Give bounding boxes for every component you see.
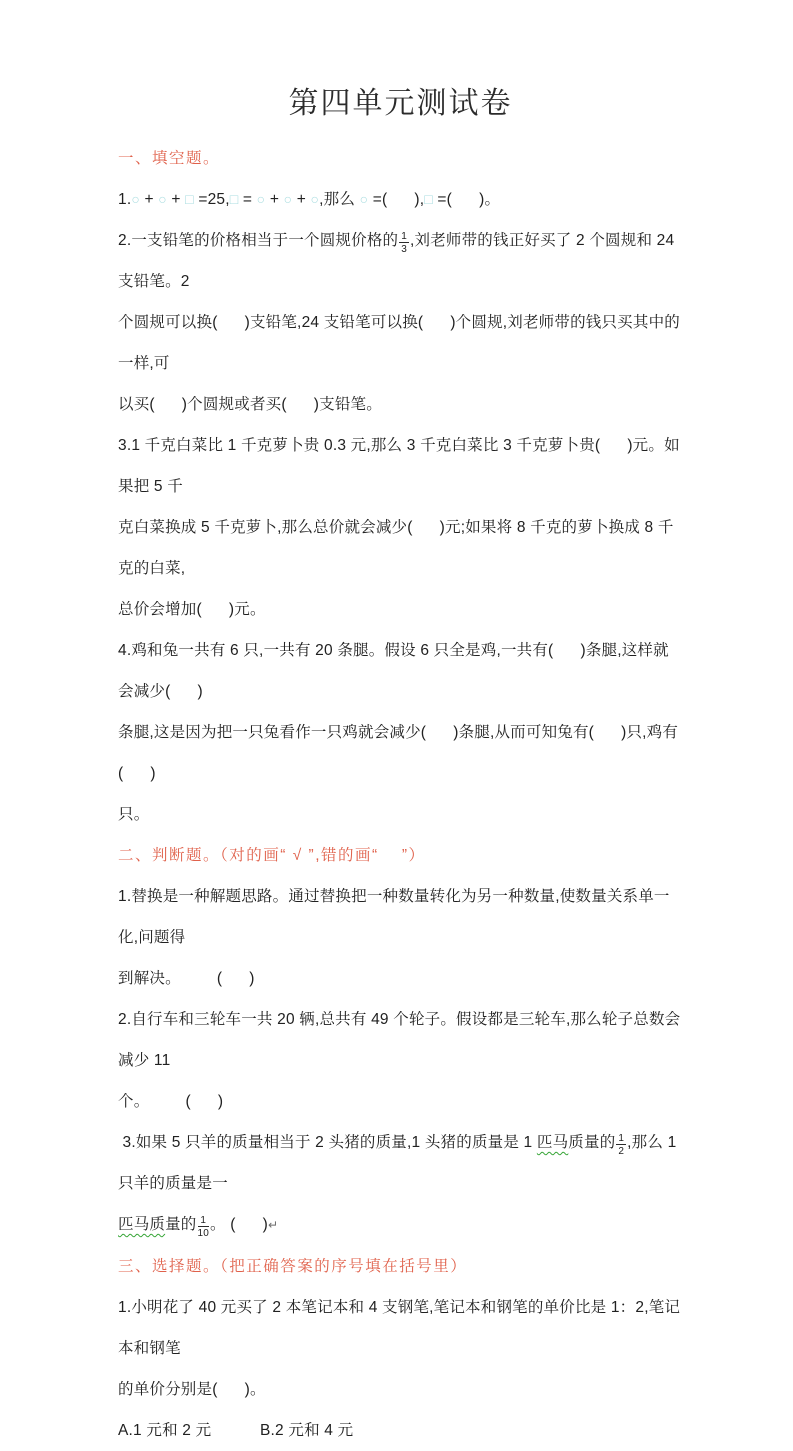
section-judge-header: 二、判断题。（对的画“ √ ”,错的画“ ”）: [118, 847, 426, 864]
fraction-one-half: [616, 1133, 626, 1157]
judge-q1-line1: 1.替换是一种解题思路。通过替换把一种数量转化为另一种数量,使数量关系单一化,问题得: [118, 888, 670, 946]
fill-q1-text: 1.: [118, 191, 132, 208]
fill-q2-line3: 以买( )个圆规或者买( )支铅笔。: [118, 396, 382, 413]
fill-q2-line1: [118, 220, 683, 302]
judge-q3-text: 量的: [165, 1216, 197, 1233]
fill-q2-line2: 个圆规可以换( )支铅笔,24 支铅笔可以换( )个圆规,刘老师带的钱只买其中的一样,可: [118, 314, 680, 372]
fill-q1-text: =25,: [193, 191, 230, 208]
judge-q3-text: 质量的: [568, 1134, 616, 1151]
section-fill-header: 一、填空题。: [118, 150, 221, 167]
fill-q3-line2: 克白菜换成 5 千克萝卜,那么总价就会减少( )元;如果将 8 千克的萝卜换成 8 千克的白菜,: [118, 519, 674, 577]
square-symbol: □: [185, 191, 194, 207]
fraction-one-tenth: [198, 1215, 210, 1239]
page-title: 第四单元测试卷: [288, 86, 513, 121]
judge-q3-line1: [118, 1122, 683, 1204]
judge-q3-text: ,那么 1 只羊的质量是一: [118, 1134, 681, 1192]
fill-q4-line2: 条腿,这是因为把一只兔看作一只鸡就会减少( )条腿,从而可知兔有( )只,鸡有( ): [118, 724, 679, 782]
judge-q3-text: 3.如果 5 只羊的质量相当于 2 头猪的质量,1 头猪的质量是 1: [118, 1134, 537, 1151]
judge-q3-text: 。 ( ): [210, 1216, 269, 1233]
judge-q3-line2: [118, 1204, 683, 1246]
section-choice-header: 三、选择题。（把正确答案的序号填在括号里）: [118, 1258, 468, 1275]
fill-q2-text: ,刘老师带的钱正好买了 2 个圆规和 24 支铅笔。2: [118, 232, 679, 290]
fill-q3-line3: 总价会增加( )元。: [118, 601, 266, 618]
fill-q4-line3: 只。: [118, 806, 150, 823]
fraction-denominator: 3: [401, 244, 407, 255]
circle-symbol: ○: [283, 191, 293, 207]
spellcheck-wavy-text: 匹马: [536, 1134, 569, 1151]
circle-symbol: ○: [256, 191, 266, 207]
fill-q1-text: ,那么: [319, 191, 360, 208]
fill-q1-text: +: [139, 191, 159, 208]
circle-symbol: ○: [158, 191, 167, 207]
spellcheck-wavy-text: 匹马质: [118, 1216, 166, 1233]
paragraph-return-mark: ↵: [268, 1218, 279, 1232]
fill-q1-text: +: [292, 191, 311, 208]
fill-q1-text: +: [265, 191, 284, 208]
fill-q4-line1: 4.鸡和兔一共有 6 只,一共有 20 条腿。假设 6 只全是鸡,一共有( )条腿,这样就会减少( ): [118, 642, 669, 700]
fill-q1-text: +: [166, 191, 186, 208]
fill-q1-text: =( ),: [368, 191, 425, 208]
choice-q1-options: [118, 1410, 683, 1451]
judge-q2-line1: 2.自行车和三轮车一共 20 辆,总共有 49 个轮子。假设都是三轮车,那么轮子总数会减少 11: [118, 1011, 681, 1069]
fill-q2-text: 2.一支铅笔的价格相当于一个圆规价格的: [118, 232, 399, 249]
fraction-numerator: 1: [618, 1133, 625, 1144]
judge-q2-line2: 个。 ( ): [118, 1093, 224, 1110]
fill-q1-text: =( )。: [432, 191, 501, 208]
fill-q3-line1: 3.1 千克白菜比 1 千克萝卜贵 0.3 元,那么 3 千克白菜比 3 千克萝卜贵( )元。如果把 5 千: [118, 437, 680, 495]
fraction-denominator: 10: [197, 1228, 210, 1239]
fraction-denominator: 2: [618, 1146, 625, 1157]
fraction-numerator: 1: [198, 1215, 210, 1227]
option-a: A.1 元和 2 元: [118, 1422, 212, 1439]
judge-q1-line2: 到解决。 ( ): [118, 970, 255, 987]
option-b: B.2 元和 4 元: [260, 1422, 354, 1439]
square-symbol: □: [424, 191, 433, 207]
circle-symbol: ○: [359, 191, 369, 207]
fraction-one-third: [399, 231, 409, 255]
choice-q1-line1: 1.小明花了 40 元买了 2 本笔记本和 4 支钢笔,笔记本和钢笔的单价比是 1：2,笔记本和钢笔: [118, 1299, 681, 1357]
circle-symbol: ○: [131, 191, 140, 207]
fraction-numerator: 1: [401, 231, 407, 242]
circle-symbol: ○: [310, 191, 320, 207]
fill-q1: [118, 179, 683, 220]
square-symbol: □: [229, 191, 239, 207]
fill-q1-text: =: [238, 191, 257, 208]
choice-q1-line2: 的单价分别是( )。: [118, 1381, 266, 1398]
